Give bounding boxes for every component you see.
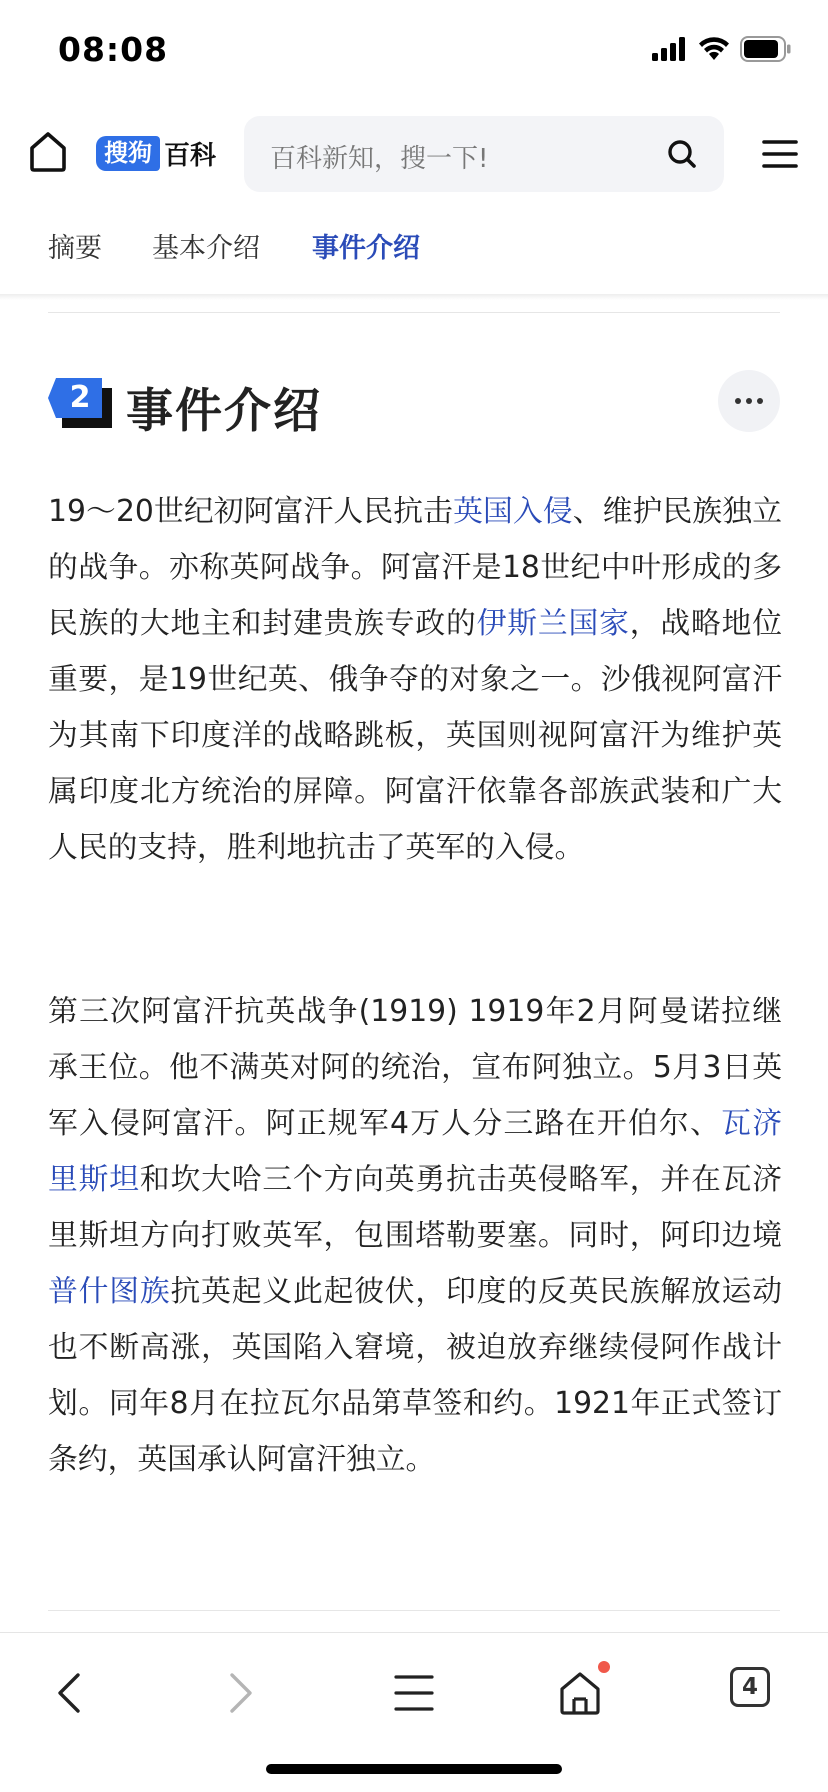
menu-icon[interactable]	[762, 138, 798, 170]
tab-summary[interactable]: 摘要	[48, 233, 102, 264]
paragraph-1	[48, 484, 782, 876]
para2-text-3: 抗英起义此起彼伏，印度的反英民族解放运动也不断高涨，英国陷入窘境，被迫放弃继续侵阿作战计划。同年8月在拉瓦尔品第草签和约。1921年正式签订条约，英国承认阿富汗独立。	[48, 1274, 783, 1477]
tabs-count-button[interactable]: 4	[730, 1667, 770, 1707]
divider	[48, 1610, 780, 1611]
more-dot-icon	[757, 398, 763, 404]
link-islamic-state[interactable]: 伊斯兰国家	[476, 606, 630, 641]
header	[0, 100, 828, 210]
paragraph-2	[48, 984, 782, 1488]
logo-badge: 搜狗	[96, 136, 160, 171]
para2-text-2: 和坎大哈三个方向英勇抗击英侵略军，并在瓦济里斯坦方向打败英军，包围塔勒要塞。同时，阿印边境	[48, 1162, 783, 1253]
para1-text-1: 19～20世纪初阿富汗人民抗击	[48, 494, 454, 529]
status-icons	[652, 36, 792, 62]
tab-basic-intro[interactable]: 基本介绍	[152, 233, 260, 264]
more-dot-icon	[746, 398, 752, 404]
home-indicator	[266, 1764, 562, 1774]
section-header	[48, 372, 780, 442]
para2-text-1: 第三次阿富汗抗英战争(1919) 1919年2月阿曼诺拉继承王位。他不满英对阿的统治，宣布阿独立。5月3日英军入侵阿富汗。阿正规军4万人分三路在开伯尔、	[48, 994, 782, 1141]
home-icon[interactable]	[28, 130, 68, 174]
search-input[interactable]	[244, 116, 724, 192]
section-title: 事件介绍	[126, 384, 322, 439]
more-options-button[interactable]	[718, 370, 780, 432]
signal-icon	[652, 37, 688, 61]
menu-list-icon[interactable]	[384, 1663, 444, 1723]
link-british-invasion[interactable]: 英国入侵	[453, 494, 573, 529]
para1-text-3: ，战略地位重要，是19世纪英、俄争夺的对象之一。沙俄视阿富汗为其南下印度洋的战略跳板，英国则视阿富汗为维护英属印度北方统治的屏障。阿富汗依靠各部族武装和广大人民的支持，胜利地抗击了英军的入侵。	[48, 606, 783, 865]
forward-icon[interactable]	[210, 1663, 270, 1723]
section-tabs	[0, 222, 828, 292]
section-number: 2	[69, 380, 91, 415]
status-time: 08:08	[58, 30, 169, 69]
wifi-icon	[698, 37, 730, 61]
link-pashtun[interactable]: 普什图族	[48, 1274, 171, 1309]
link-waziristan[interactable]: 瓦济里斯坦	[48, 1106, 782, 1197]
sogou-baike-logo[interactable]	[96, 135, 216, 171]
search-placeholder: 百科新知，搜一下!	[270, 144, 489, 174]
logo-text: 百科	[164, 140, 217, 171]
back-icon[interactable]	[40, 1663, 100, 1723]
tabs-shadow	[0, 294, 828, 300]
para1-text-2: 、维护民族独立的战争。亦称英阿战争。阿富汗是18世纪中叶形成的多民族的大地主和封建贵族专政的	[48, 494, 783, 641]
section-number-badge	[48, 378, 112, 428]
search-icon[interactable]	[666, 138, 698, 170]
divider	[48, 312, 780, 313]
more-dot-icon	[735, 398, 741, 404]
notification-dot	[598, 1661, 610, 1673]
status-bar	[0, 0, 828, 100]
tab-event-intro[interactable]: 事件介绍	[312, 233, 420, 264]
battery-icon	[740, 36, 792, 62]
